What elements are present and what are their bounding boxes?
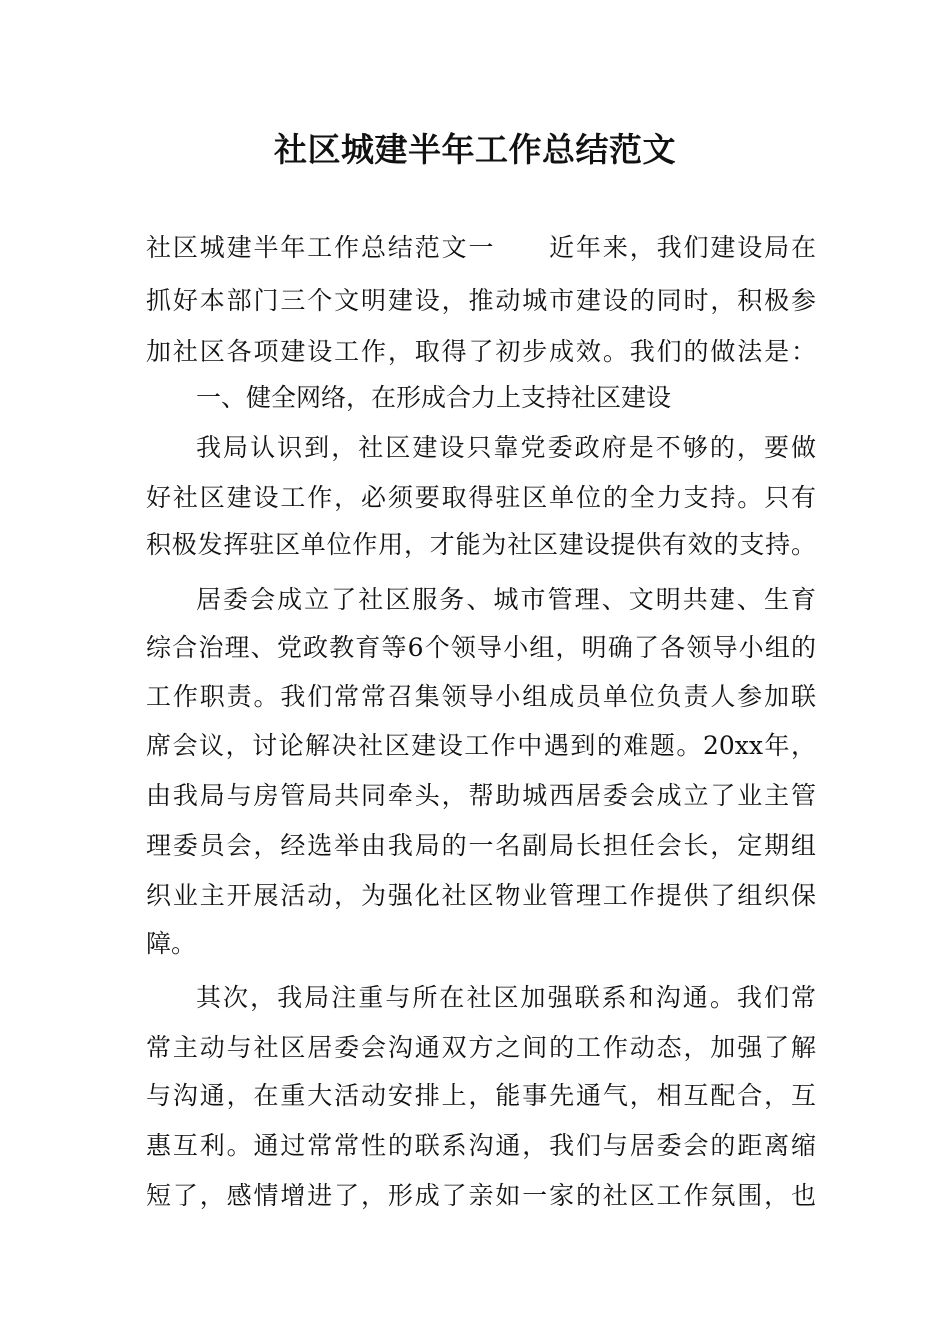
text-line: 理委员会，经选举由我局的一名副局长担任会长，定期组 — [146, 831, 816, 860]
text-line: 我局认识到，社区建设只靠党委政府是不够的，要做 — [196, 433, 816, 462]
text-line: 惠互利。通过常常性的联系沟通，我们与居委会的距离缩 — [146, 1131, 816, 1160]
text-line: 席会议，讨论解决社区建设工作中遇到的难题。20xx年， — [146, 731, 816, 760]
text-line: 好社区建设工作，必须要取得驻区单位的全力支持。只有 — [146, 483, 816, 512]
text-line: 抓好本部门三个文明建设，推动城市建设的同时，积极参 — [146, 286, 816, 315]
text-line: 居委会成立了社区服务、城市管理、文明共建、生育 — [196, 585, 816, 614]
text-line: 由我局与房管局共同牵头，帮助城西居委会成立了业主管 — [146, 781, 816, 810]
text-line: 社区城建半年工作总结范文一 近年来，我们建设局在 — [146, 233, 816, 262]
text-line: 织业主开展活动，为强化社区物业管理工作提供了组织保 — [146, 881, 816, 910]
text-line: 短了，感情增进了，形成了亲如一家的社区工作氛围，也 — [146, 1181, 816, 1210]
document-title: 社区城建半年工作总结范文 — [274, 130, 676, 169]
text-line: 其次，我局注重与所在社区加强联系和沟通。我们常 — [196, 983, 816, 1012]
section-heading: 一、健全网络，在形成合力上支持社区建设 — [196, 383, 672, 412]
text-line: 加社区各项建设工作，取得了初步成效。我们的做法是： — [146, 337, 816, 366]
text-line: 积极发挥驻区单位作用，才能为社区建设提供有效的支持。 — [146, 530, 816, 559]
text-line: 常主动与社区居委会沟通双方之间的工作动态，加强了解 — [146, 1033, 816, 1062]
text-line: 工作职责。我们常常召集领导小组成员单位负责人参加联 — [146, 682, 816, 711]
text-line: 障。 — [146, 929, 197, 958]
text-line: 与沟通，在重大活动安排上，能事先通气，相互配合，互 — [146, 1081, 816, 1110]
text-line: 综合治理、党政教育等6个领导小组，明确了各领导小组的 — [146, 633, 816, 662]
